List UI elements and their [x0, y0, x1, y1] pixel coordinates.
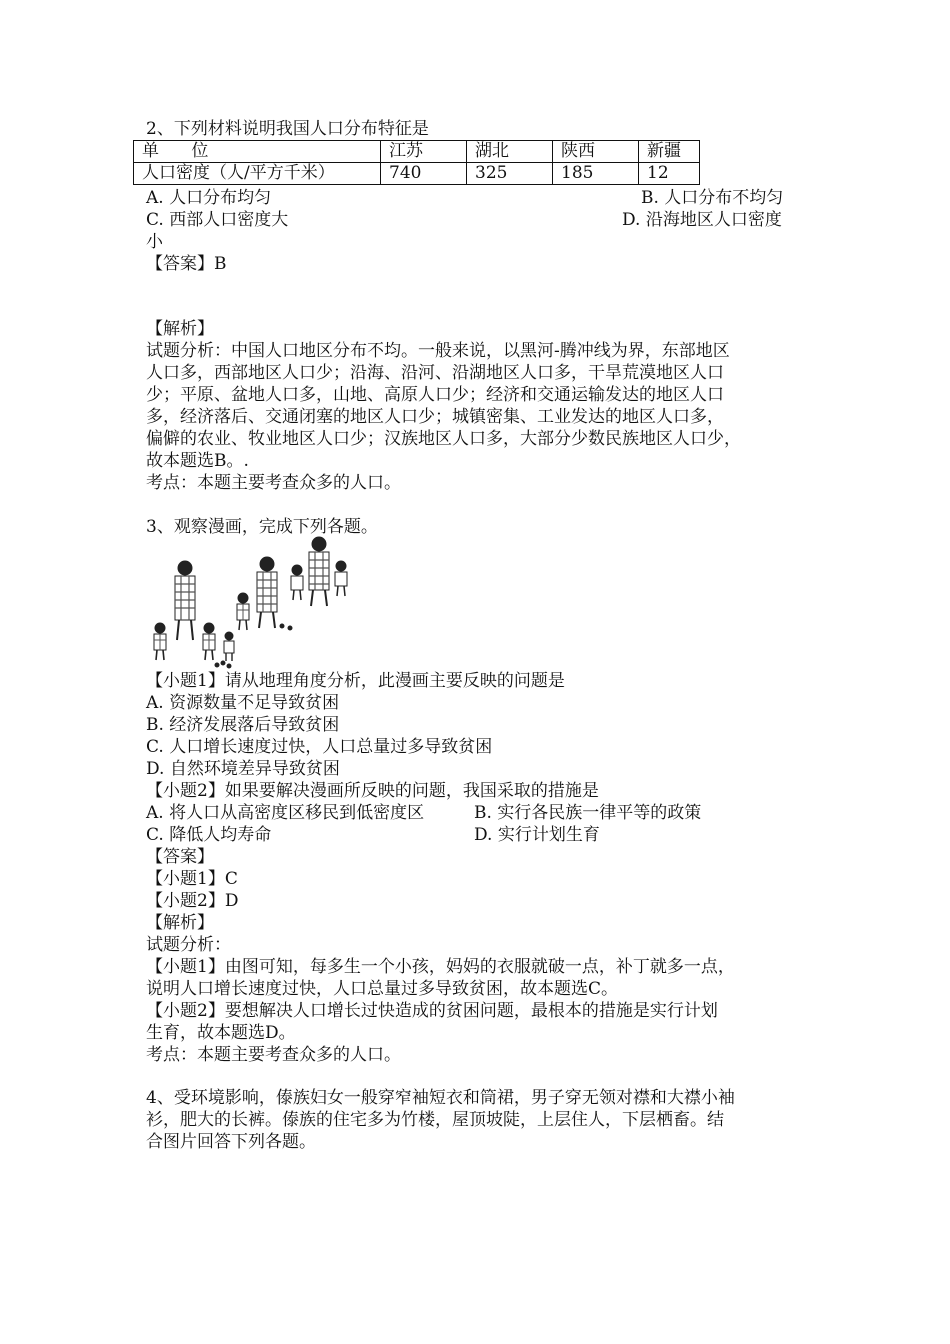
family-cartoon-image — [145, 536, 350, 671]
population-density-table — [133, 140, 700, 185]
table-cell: 江苏 — [381, 141, 467, 163]
option-d-wrap: 小 — [146, 232, 163, 252]
analysis-head: 试题分析： — [146, 935, 231, 955]
option-d: D. 实行计划生育 — [474, 825, 600, 845]
kaodian-line: 考点：本题主要考查众多的人口。 — [146, 473, 401, 493]
sub-question-2: 【小题2】如果要解决漫画所反映的问题，我国采取的措施是 — [146, 781, 599, 801]
table-cell: 湖北 — [467, 141, 553, 163]
option-line: A. 资源数量不足导致贫困 — [146, 693, 340, 713]
table-cell: 185 — [553, 163, 639, 185]
table-cell: 人口密度（人/平方千米） — [134, 163, 381, 185]
question-4-line: 合图片回答下列各题。 — [146, 1132, 316, 1152]
option-c: C. 西部人口密度大 — [146, 210, 289, 230]
analysis-line: 少；平原、盆地人口多，山地、高原人口少；经济和交通运输发达的地区人口 — [146, 385, 724, 405]
analysis-line: 试题分析：中国人口地区分布不均。一般来说，以黑河-腾冲线为界，东部地区 — [146, 341, 730, 361]
analysis-line: 人口多，西部地区人口少；沿海、沿河、沿湖地区人口多，干旱荒漠地区人口 — [146, 363, 724, 383]
option-a: A. 人口分布均匀 — [146, 188, 272, 208]
table-cell: 12 — [639, 163, 700, 185]
answer-label: 【答案】B — [146, 254, 227, 274]
option-line: D. 自然环境差异导致贫困 — [146, 759, 340, 779]
option-a: A. 将人口从高密度区移民到低密度区 — [146, 803, 425, 823]
table-row — [134, 163, 700, 185]
analysis-line: 偏僻的农业、牧业地区人口少；汉族地区人口多，大部分少数民族地区人口少， — [146, 429, 741, 449]
question-4-line: 4、受环境影响，傣族妇女一般穿窄袖短衣和筒裙，男子穿无领对襟和大襟小袖 — [146, 1088, 735, 1108]
question-4-line: 衫，肥大的长裤。傣族的住宅多为竹楼，屋顶坡陡，上层住人，下层栖畜。结 — [146, 1110, 724, 1130]
analysis-title: 【解析】 — [146, 913, 214, 933]
option-c: C. 降低人均寿命 — [146, 825, 272, 845]
kaodian-line: 考点：本题主要考查众多的人口。 — [146, 1045, 401, 1065]
analysis-line: 说明人口增长速度过快，人口总量过多导致贫困，故本题选C。 — [146, 979, 619, 999]
analysis-title: 【解析】 — [146, 319, 214, 339]
option-b: B. 人口分布不均匀 — [641, 188, 784, 208]
question-2-stem: 2、下列材料说明我国人口分布特征是 — [146, 119, 429, 139]
analysis-line: 【小题1】由图可知，每多生一个小孩，妈妈的衣服就破一点，补丁就多一点， — [146, 957, 735, 977]
answer-line: 【小题1】C — [146, 869, 238, 889]
option-d: D. 沿海地区人口密度 — [622, 210, 782, 230]
sub-question-1: 【小题1】请从地理角度分析，此漫画主要反映的问题是 — [146, 671, 565, 691]
analysis-line: 多，经济落后、交通闭塞的地区人口少；城镇密集、工业发达的地区人口多， — [146, 407, 724, 427]
table-cell: 单 位 — [134, 141, 381, 163]
table-cell: 740 — [381, 163, 467, 185]
answer-title: 【答案】 — [146, 847, 214, 867]
option-line: B. 经济发展落后导致贫困 — [146, 715, 340, 735]
analysis-line: 故本题选B。. — [146, 451, 249, 471]
table-row — [134, 141, 700, 163]
table-cell: 新疆 — [639, 141, 700, 163]
option-line: C. 人口增长速度过快，人口总量过多导致贫困 — [146, 737, 493, 757]
answer-line: 【小题2】D — [146, 891, 239, 911]
table-cell: 325 — [467, 163, 553, 185]
analysis-line: 生育，故本题选D。 — [146, 1023, 296, 1043]
table-cell: 陕西 — [553, 141, 639, 163]
option-b: B. 实行各民族一律平等的政策 — [474, 803, 702, 823]
analysis-line: 【小题2】要想解决人口增长过快造成的贫困问题，最根本的措施是实行计划 — [146, 1001, 718, 1021]
question-3-stem: 3、观察漫画，完成下列各题。 — [146, 517, 378, 537]
